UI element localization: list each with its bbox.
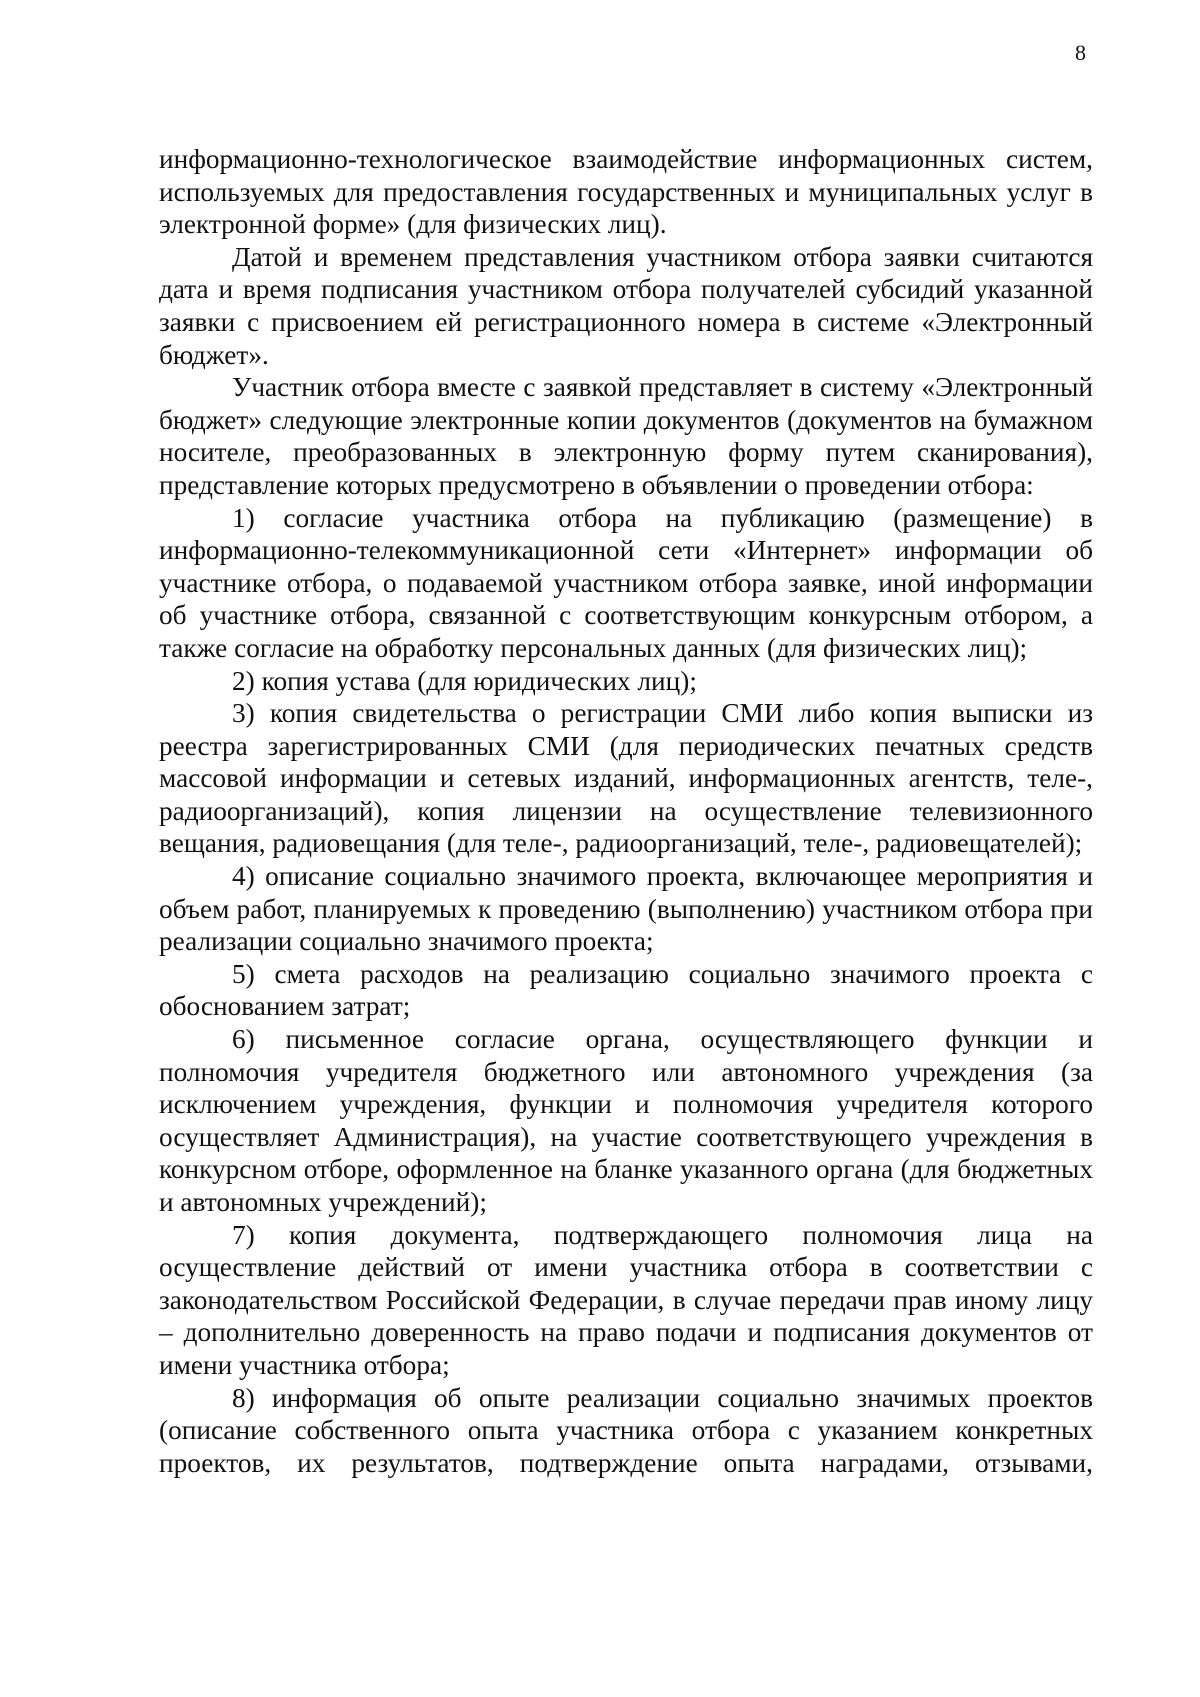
paragraph-continuation: информационно-технологическое взаимодействие информационных систем, используемых для предоставления государственных и муниципальных услуг в электронной форме» (для физических лиц). <box>159 144 1093 240</box>
list-item-6: 6) письменное согласие органа, осуществляющего функции и полномочия учредителя бюджетного или автономного учреждения (за исключением учреждения, функции и полномочия учредителя которого осуществляет Администрация), на участие соответствующего учреждения в конкурсном отборе, оформленное на бланке указанного органа (для бюджетных и автономных учреждений); <box>159 1024 1093 1217</box>
page-number: 8 <box>1075 40 1086 65</box>
document-body <box>159 143 1093 1479</box>
list-item-4: 4) описание социально значимого проекта, включающее мероприятия и объем работ, планируемых к проведению (выполнению) участником отбора при реализации социально значимого проекта; <box>159 861 1093 957</box>
list-item-5: 5) смета расходов на реализацию социально значимого проекта с обоснованием затрат; <box>159 958 1093 1022</box>
list-item-3: 3) копия свидетельства о регистрации СМИ либо копия выписки из реестра зарегистрированных СМИ (для периодических печатных средств массовой информации и сетевых изданий, информационных агентств, теле-, радиоорганизаций), копия лицензии на осуществление телевизионного вещания, радиовещания (для теле-, радиоорганизаций, теле-, радиовещателей); <box>159 698 1093 859</box>
list-item-1: 1) согласие участника отбора на публикацию (размещение) в информационно-телекоммуникационной сети «Интернет» информации об участнике отбора, о подаваемой участником отбора заявке, иной информации об участнике отбора, связанной с соответствующим конкурсным отбором, а также согласие на обработку персональных данных (для физических лиц); <box>159 502 1093 663</box>
paragraph-documents-intro: Участник отбора вместе с заявкой представляет в систему «Электронный бюджет» следующие электронные копии документов (документов на бумажном носителе, преобразованных в электронную форму путем сканирования), представление которых предусмотрено в объявлении о проведении отбора: <box>159 372 1093 500</box>
list-item-8: 8) информация об опыте реализации социально значимых проектов (описание собственного опыта участника отбора с указанием конкретных проектов, их результатов, подтверждение опыта наградами, отзывами, <box>159 1382 1093 1478</box>
list-item-7: 7) копия документа, подтверждающего полномочия лица на осуществление действий от имени участника отбора в соответствии с законодательством Российской Федерации, в случае передачи прав иному лицу – дополнительно доверенность на право подачи и подписания документов от имени участника отбора; <box>159 1219 1093 1380</box>
paragraph-submission-date: Датой и временем представления участником отбора заявки считаются дата и время подписания участником отбора получателей субсидий указанной заявки с присвоением ей регистрационного номера в системе «Электронный бюджет». <box>159 241 1093 370</box>
list-item-2: 2) копия устава (для юридических лиц); <box>232 665 697 696</box>
